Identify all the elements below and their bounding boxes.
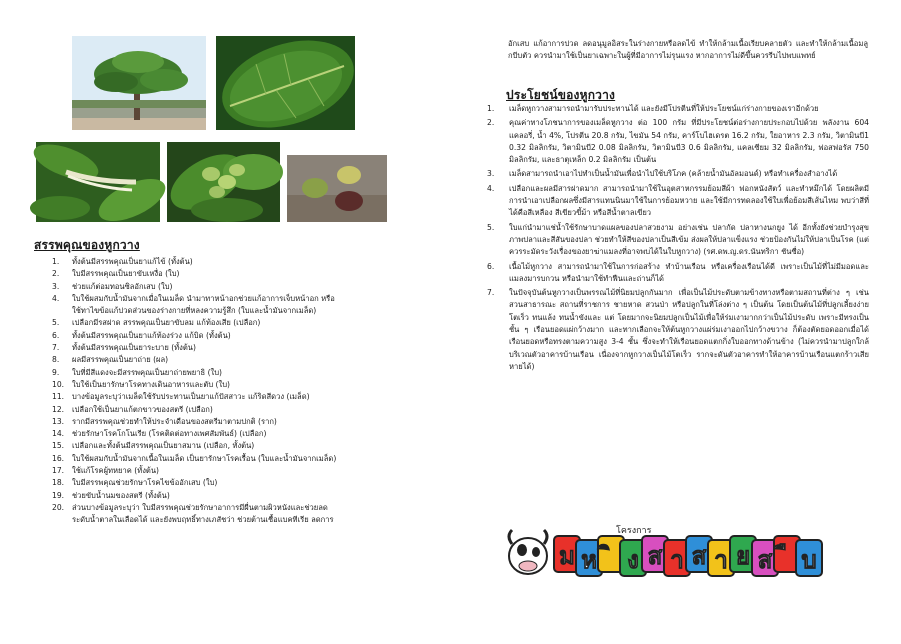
item-text: ช่วยแก้ต่อมทอนซิลอักเสบ (ใบ) (72, 281, 173, 291)
property-item (46, 317, 446, 329)
item-number: 18. (52, 478, 65, 488)
item-text: ทั้งต้นมีสรรพคุณเป็นยาระบาย (ทั้งต้น) (72, 343, 196, 353)
item-text: ใช้ทาไขข้อแก้ปวดส่วนของร่างกายที่หลงความรู้สึก (ใบและน้ำมันจากเมล็ด) (72, 306, 317, 316)
item-text: เปลือกใช้เป็นยาแก้ตกขาวของสตรี (เปลือก) (72, 404, 213, 414)
item-number: 5. (52, 318, 60, 328)
property-item (46, 477, 446, 489)
property-item (46, 293, 446, 305)
properties-heading: สรรพคุณของหูกวาง (34, 238, 140, 252)
benefit-item (487, 287, 869, 373)
item-number: 12. (52, 404, 65, 414)
benefit-item (487, 168, 869, 180)
item-number: 4. (52, 293, 60, 303)
item-number: 4. (487, 183, 495, 193)
flower-photo (36, 142, 160, 222)
item-text: ทั้งต้นมีสรรพคุณเป็นยาแก้ท้องร่วง แก้บิด (ทั้งต้น) (72, 330, 231, 340)
item-number: 3. (52, 281, 60, 291)
item-number: 1. (52, 257, 60, 266)
logo-letter: ส (647, 542, 663, 570)
item-text: ทั้งต้นมีสรรพคุณเป็นยาแก้ไข้ (ทั้งต้น) (72, 257, 193, 266)
benefit-item (487, 117, 869, 166)
property-item (46, 268, 446, 280)
property-item (46, 256, 446, 268)
property-item (46, 453, 446, 465)
item-number: 6. (52, 330, 60, 340)
logo-small-text: โครงการ (616, 526, 652, 536)
property-item (46, 514, 446, 526)
item-number: 20. (52, 502, 65, 512)
property-item (46, 281, 446, 293)
benefit-item (487, 183, 869, 220)
benefit-item (487, 103, 869, 115)
property-item (46, 416, 446, 428)
item-text: ใช้แก้โรคผู้ทหยาค (ทั้งต้น) (72, 466, 160, 476)
buffalo-mascot-icon (509, 530, 547, 574)
item-number: 2. (487, 118, 495, 128)
property-item (46, 305, 446, 317)
property-item (46, 502, 446, 514)
logo-letter: า (714, 546, 728, 574)
item-text: ช่วยรักษาโรคโกโนเรีย (โรคติดต่อทางเพศสัมพันธ์) (เปลือก) (72, 429, 267, 439)
item-text: เมล็ดสามารถนำเอาไปทำเป็นน้ำมันเพื่อนำไปใช้บริโภค (คล้ายน้ำมันอัลมอนด์) หรือทำเครื่องสำอางได้ (509, 169, 838, 179)
item-text: ผลมีสรรพคุณเป็นยาถ่าย (ผล) (72, 355, 169, 365)
logo-letter: บ (801, 546, 817, 574)
fruits-photo (167, 142, 280, 222)
item-text: เปลือกและทั้งต้นมีสรรพคุณเป็นยาสมาน (เปลือก, ทั้งต้น) (72, 441, 255, 451)
logo-letter: ส (757, 546, 773, 574)
item-text: ใบใช้ผสมกับน้ำมันจากเนื้อในเมล็ด เป็นยารักษาโรคเรื้อน (ใบและน้ำมันจากเมล็ด) (72, 453, 337, 463)
benefit-item (487, 222, 869, 259)
logo-letter: ม (559, 542, 575, 570)
item-text: บางข้อมูลระบุว่าเมล็ดใช้รับประทานเป็นยาแก้ปัสสาวะ แก้ริดสีดวง (เมล็ด) (72, 392, 310, 402)
property-item (46, 342, 446, 354)
property-item (46, 330, 446, 342)
project-logo (506, 522, 817, 584)
item-number: 17. (52, 466, 65, 476)
property-item (46, 440, 446, 452)
item-number: 2. (52, 269, 60, 279)
property-item (46, 354, 446, 366)
item-text: เปลือกมีรสฝาด สรรพคุณเป็นยาขับลม แก้ท้องเสีย (เปลือก) (72, 318, 261, 328)
logo-letter: ห (581, 546, 597, 574)
logo-letter: ย (735, 542, 751, 570)
leaf-photo (216, 36, 355, 130)
item-number: 15. (52, 441, 65, 451)
logo-letter: ง (627, 546, 639, 574)
benefits-heading: ประโยชน์ของหูกวาง (506, 88, 616, 102)
property-item (46, 379, 446, 391)
properties-list (46, 256, 446, 527)
item-text: รากมีสรรพคุณช่วยทำให้ประจำเดือนของสตรีมาตามปกติ (ราก) (72, 416, 277, 426)
item-number: 14. (52, 429, 65, 439)
item-text: เนื้อไม้หูกวาง สามารถนำมาใช้ในการก่อสร้าง ทำบ้านเรือน หรือเครื่องเรือนได้ดี เพราะเป็นไม้ที่ไม่มีมอดและแมลงมารบกวน หรือนำมาใช้ทำฟืนและถ่านก็ได้ (509, 261, 869, 283)
property-item (46, 404, 446, 416)
tree-photo (72, 36, 206, 130)
property-item (46, 367, 446, 379)
property-item (46, 391, 446, 403)
item-number: 13. (52, 416, 65, 426)
item-number: 10. (52, 379, 65, 389)
item-text: ใบมีสรรพคุณเป็นยาขับเหงื่อ (ใบ) (72, 269, 180, 279)
benefit-item (487, 261, 869, 286)
item-text: เมล็ดหูกวางสามารถนำมารับประทานได้ และยังมีโปรตีนที่ให้ประโยชน์แก่ร่างกายของเราอีกด้วย (509, 104, 819, 113)
item-number: 11. (52, 392, 65, 402)
item-number: 16. (52, 453, 65, 463)
property-item (46, 490, 446, 502)
item-number: 7. (487, 288, 495, 298)
logo-letter: ส (691, 542, 707, 570)
item-text: ใบใช้เป็นยารักษาโรคทางเดินอาหารและตับ (ใบ) (72, 379, 231, 389)
item-text: ระดับน้ำตาลในเลือดได้ และยังพบฤทธิ์ทางเภสัชว่า ช่วยต้านเชื้อแบคทีเรีย ลดการ (72, 515, 334, 525)
item-text: ใบแก่นำมาแช่น้ำใช้รักษาบาดแผลของปลาสวยงาม อย่างเช่น ปลากัด ปลาหางนกยูง ได้ อีกทั้งยังช่วยบำรุงสุขภาพปลาและสีสันของปลา ช่วยทำให้สีของปลาเป็นสีเข้ม ส่งผลให้ปลาแข็งแรง ช่วยป้องกันไม่ให้ปลาเป็นโรค (แต่ควรระมัดระวังเรื่องของยาฆ่าแมลงที่อาจพบได้ในใบหูกวาง) (รศ.ดพ.ญ.ดร.นันทริกา ชันซื่อ) (509, 222, 869, 257)
item-text: ใบมีสรรพคุณช่วยรักษาโรคไขข้ออักเสบ (ใบ) (72, 478, 218, 488)
item-number: 1. (487, 104, 495, 113)
item-text: ช่วยขับน้ำนมของสตรี (ทั้งต้น) (72, 490, 170, 500)
item-number: 6. (487, 261, 495, 271)
item-number: 9. (52, 367, 60, 377)
item-number: 5. (487, 222, 495, 232)
item-text: ในปัจจุบันต้นหูกวางเป็นพรรณไม้ที่นิยมปลูกกันมาก เพื่อเป็นไม้ประดับตามข้างทางหรือตามสถานที่ต่าง ๆ เช่น สวนสาธารณะ สถานที่ราชการ ชายหาด สวนป่า หรือปลูกในที่โล่งต่าง ๆ เป็นต้น โดยเป็นต้นไม้ที่ปลูกเลี้ยงง่าย โตเร็ว ทนแล้ง ทนน้ำขังและ แต่ โดยมากจะนิยมปลูกเป็นไม้เพื่อให้ร่มเงามากกว่าเป็นไม้ประดับ เพราะมีทรงเป็นชั้น ๆ เรือนยอดแผ่กว้างมาก และทากเลือกจะให้ต้นหูกวางแผ่ร่มเงาออกไปกว้างขวาง ก็ต้องตัดยอดออกเมื่อได้เรือนยอดหรือทรงตามความสูง 3-4 ชั้น ซึ่งจะทำให้เรือนยอดแตกกิ่งใบออกทางด้านข้าง (ไม่ควรนำมาปลูกใกล้บริเวณตัวอาคารบ้านเรือน เนื่องจากหูกวางเป็นไม้โตเร็ว รากจะดันตัวอาคารทำให้อาคารบ้านเรือนแตกร้าวเสียหายได้) (509, 288, 869, 371)
item-text: คุณค่าทางโภชนาการของเมล็ดหูกวาง ต่อ 100 กรัม ที่มีประโยชน์ต่อร่างกายประกอบไปด้วย พลังงาน 604 แคลอรี่, น้ำ 4%, โปรตีน 20.8 กรัม, ไขมัน 54 กรัม, คาร์โบไฮเดรต 16.2 กรัม, ใยอาหาร 2.3 กรัม, วิตามินบี1 0.32 มิลลิกรัม, วิตามินบี2 0.08 มิลลิกรัม, วิตามินบี3 0.6 มิลลิกรัม, แคลเซียม 32 มิลลิกรัม, ฟอสฟอรัส 750 มิลลิกรัม, และธาตุเหล็ก 0.2 มิลลิกรัม เป็นต้น (509, 118, 869, 165)
item-number: 3. (487, 169, 495, 179)
seeds-photo (287, 155, 387, 222)
item-text: ส่วนบางข้อมูลระบุว่า ใบมีสรรพคุณช่วยรักษาอาการมีผื่นตามผิวหนังและช่วยลด (72, 502, 328, 512)
logo-letter: า (670, 546, 684, 574)
item-text: ใบที่มีสีแดงจะมีสรรพคุณเป็นยาถ่ายพยาธิ (ใบ) (72, 367, 223, 377)
item-text: เปลือกและผลมีสารฝาดมาก สามารถนำมาใช้ในอุตสาหกรรมย้อมสีผ้า ฟอกหนังสัตว์ และทำหมึกได้ โดยผลิตมีการนำเอาเปลือกผลซึ่งมีสารแทนนินมาใช้ในการย้อมหวาย และใช้มีการทดลองใช้ใบเพื่อย้อมสีเส้นไหม พบว่าสีที่ได้คือสีเหลือง สีเขียวขี้ม้า หรือสีน้ำตาลเขียว (509, 183, 869, 218)
item-number: 8. (52, 355, 60, 365)
property-item (46, 428, 446, 440)
item-number: 19. (52, 490, 65, 500)
continued-paragraph: อักเสบ แก้อาการปวด ลดอนุมูลอิสระในร่างกายหรือลดไข้ ทำให้กล้ามเนื้อเรียบคลายตัว และทำให้กล้ามเนื้อมลูกบีบตัว ควรนำมาใช้เป็นยาเฉพาะในผู้ที่มีอาการไม่รุนแรง หากอาการไม่ดีขึ้นควรรีบไปพบแพทย์ (508, 39, 868, 61)
property-item (46, 465, 446, 477)
item-number: 7. (52, 343, 60, 353)
item-text: ใบใช้ผสมกับน้ำมันจากเมื่อในเมล็ด นำมาทาหน้าอกช่วยแก้อาการเจ็บหน้าอก หรือ (72, 293, 335, 303)
benefits-list (487, 103, 869, 375)
